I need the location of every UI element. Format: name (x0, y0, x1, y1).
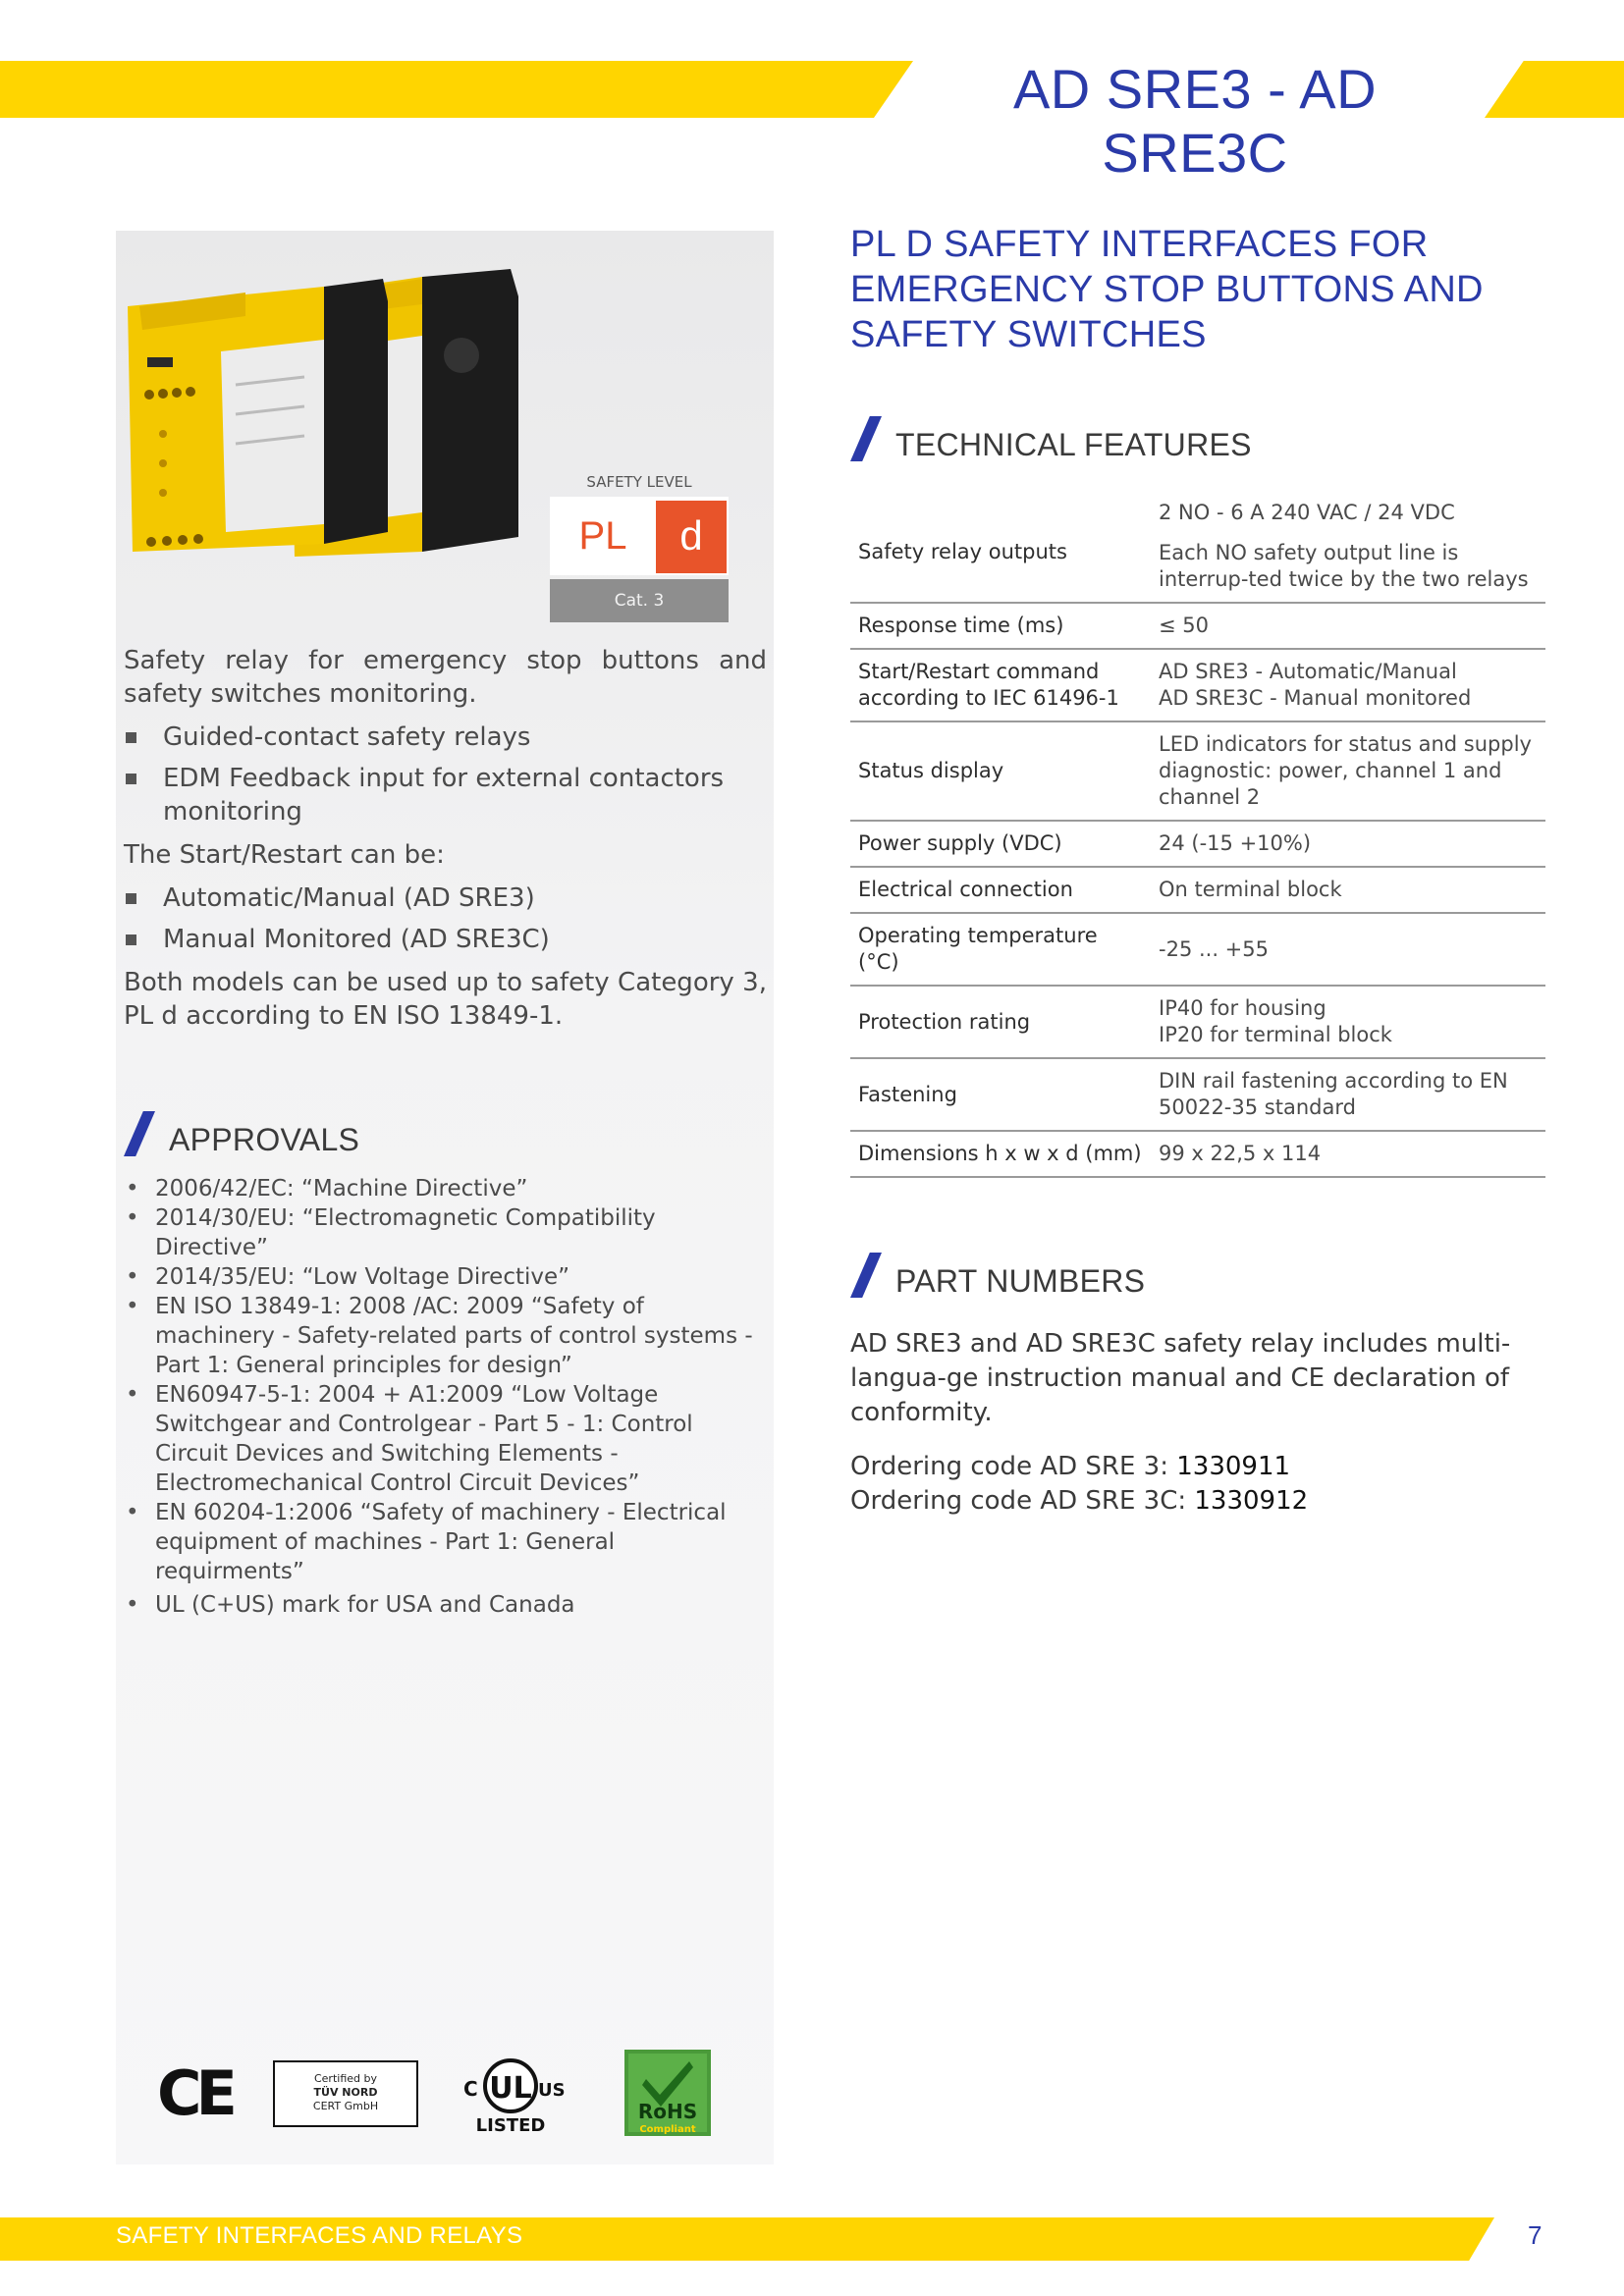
headline-line: PL D SAFETY INTERFACES FOR (850, 224, 1429, 265)
table-row (850, 867, 1545, 913)
header-band-right (1485, 61, 1624, 118)
ce-mark-logo: CE (157, 2057, 232, 2129)
table-row (850, 649, 1545, 721)
restart-mode-item: Automatic/Manual (AD SRE3) (124, 881, 767, 915)
tuv-line-3: CERT GmbH (312, 2100, 379, 2112)
feature-value: 99 x 22,5 x 114 (1151, 1131, 1545, 1177)
feature-value (1151, 491, 1545, 603)
feature-value: -25 ... +55 (1151, 913, 1545, 986)
footer-section-title: SAFETY INTERFACES AND RELAYS (116, 2222, 523, 2249)
feature-value (1151, 649, 1545, 721)
slash-icon (850, 1253, 882, 1298)
feature-list (124, 721, 767, 828)
slash-icon (850, 416, 882, 461)
tuv-nord-logo (273, 2060, 418, 2127)
table-row (850, 721, 1545, 821)
approval-item: • EN 60204-1:2006 “Safety of machinery - Electrical equipment of machines - Part 1: General requirments” (124, 1498, 767, 1586)
rohs-sub: Compliant (639, 2124, 696, 2135)
approval-item: • 2006/42/EC: “Machine Directive” (124, 1174, 767, 1203)
approval-item: • 2014/35/EU: “Low Voltage Directive” (124, 1262, 767, 1292)
feature-value: 24 (-15 +10%) (1151, 821, 1545, 867)
slash-icon (124, 1111, 155, 1156)
tech-features-heading (850, 416, 1252, 461)
feature-key: Protection rating (850, 986, 1151, 1058)
rohs-logo (624, 2050, 711, 2136)
order-label: Ordering code AD SRE 3C: (850, 1486, 1195, 1516)
safety-category: Cat. 3 (550, 579, 729, 622)
feature-value-line: IP20 for terminal block (1159, 1023, 1392, 1046)
safety-level-label: SAFETY LEVEL (586, 473, 692, 491)
tuv-line-1: Certified by (313, 2072, 377, 2085)
part-numbers-title: PART NUMBERS (895, 1263, 1146, 1299)
feature-key: Safety relay outputs (850, 491, 1151, 603)
feature-value: DIN rail fastening according to EN 50022-35 standard (1151, 1058, 1545, 1131)
intro-section (124, 644, 767, 1033)
order-code: 1330912 (1194, 1486, 1309, 1516)
table-row (850, 1058, 1545, 1131)
product-image (128, 257, 520, 561)
feature-key: Dimensions h x w x d (mm) (850, 1131, 1151, 1177)
table-row (850, 913, 1545, 986)
feature-item: EDM Feedback input for external contactors monitoring (124, 762, 767, 828)
approval-item: • EN ISO 13849-1: 2008 /AC: 2009 “Safety of machinery - Safety-related parts of control systems - Part 1: General principles for design” (124, 1292, 767, 1380)
ul-us: US (538, 2080, 566, 2101)
tech-features-title: TECHNICAL FEATURES (895, 427, 1252, 462)
approval-item: • UL (C+US) mark for USA and Canada (124, 1590, 767, 1620)
ul-c: C (463, 2077, 478, 2101)
category-note: Both models can be used up to safety Category 3, PL d according to EN ISO 13849-1. (124, 968, 767, 1031)
tech-features-table (850, 491, 1545, 1178)
feature-value-line: Each NO safety output line is interrup-ted twice by the two relays (1159, 541, 1529, 591)
feature-key: Operating temperature (°C) (850, 913, 1151, 986)
feature-item: Guided-contact safety relays (124, 721, 767, 754)
feature-key: Response time (ms) (850, 603, 1151, 649)
feature-key: Start/Restart command according to IEC 61496-1 (850, 649, 1151, 721)
safety-level-d: d (656, 501, 727, 573)
ordering-codes (850, 1450, 1557, 1519)
approval-item: • EN60947-5-1: 2004 + A1:2009 “Low Voltage Switchgear and Controlgear - Part 5 - 1: Control Circuit Devices and Switching Elements - Electromechanical Control Circuit Devices” (124, 1380, 767, 1498)
part-numbers-heading (850, 1253, 1145, 1298)
feature-value: ≤ 50 (1151, 603, 1545, 649)
part-numbers-text: AD SRE3 and AD SRE3C safety relay includes multi-langua-ge instruction manual and CE declaration of conformity. (850, 1329, 1511, 1427)
order-code: 1330911 (1176, 1452, 1291, 1481)
table-row (850, 986, 1545, 1058)
feature-value-line: AD SRE3C - Manual monitored (1159, 686, 1472, 710)
table-row (850, 1131, 1545, 1177)
restart-mode-item: Manual Monitored (AD SRE3C) (124, 923, 767, 956)
page-number: 7 (1528, 2220, 1543, 2250)
table-row (850, 603, 1545, 649)
restart-intro: The Start/Restart can be: (124, 840, 445, 870)
intro-description: Safety relay for emergency stop buttons and safety switches monitoring. (124, 646, 767, 709)
table-row (850, 821, 1545, 867)
feature-value: LED indicators for status and supply diagnostic: power, channel 1 and channel 2 (1151, 721, 1545, 821)
header-band-left (0, 61, 913, 118)
approvals-heading (124, 1111, 359, 1156)
order-label: Ordering code AD SRE 3: (850, 1452, 1177, 1481)
rohs-name: RoHS (637, 2100, 698, 2123)
table-row (850, 491, 1545, 603)
feature-key: Fastening (850, 1058, 1151, 1131)
approvals-title: APPROVALS (169, 1122, 360, 1157)
tuv-line-2: TÜV NORD (313, 2086, 378, 2099)
safety-level-pl: PL (550, 497, 656, 575)
ul-mark: UL (489, 2071, 532, 2106)
restart-mode-list (124, 881, 767, 956)
product-headline (850, 222, 1557, 357)
feature-key: Power supply (VDC) (850, 821, 1151, 867)
part-numbers-section (850, 1327, 1557, 1519)
ul-listed: LISTED (475, 2115, 546, 2135)
feature-value: On terminal block (1151, 867, 1545, 913)
feature-key: Status display (850, 721, 1151, 821)
page-title: AD SRE3 - AD SRE3C (1012, 58, 1378, 184)
ul-listed-logo (458, 2056, 568, 2135)
approvals-list (124, 1174, 767, 1620)
approval-item: • 2014/30/EU: “Electromagnetic Compatibility Directive” (124, 1203, 767, 1262)
feature-value-line: AD SRE3 - Automatic/Manual (1159, 660, 1457, 683)
headline-line: SAFETY SWITCHES (850, 314, 1207, 355)
feature-value-line: IP40 for housing (1159, 996, 1326, 1020)
feature-value-line: 2 NO - 6 A 240 VAC / 24 VDC (1159, 501, 1455, 524)
feature-key: Electrical connection (850, 867, 1151, 913)
headline-line: EMERGENCY STOP BUTTONS AND (850, 269, 1484, 310)
feature-value (1151, 986, 1545, 1058)
